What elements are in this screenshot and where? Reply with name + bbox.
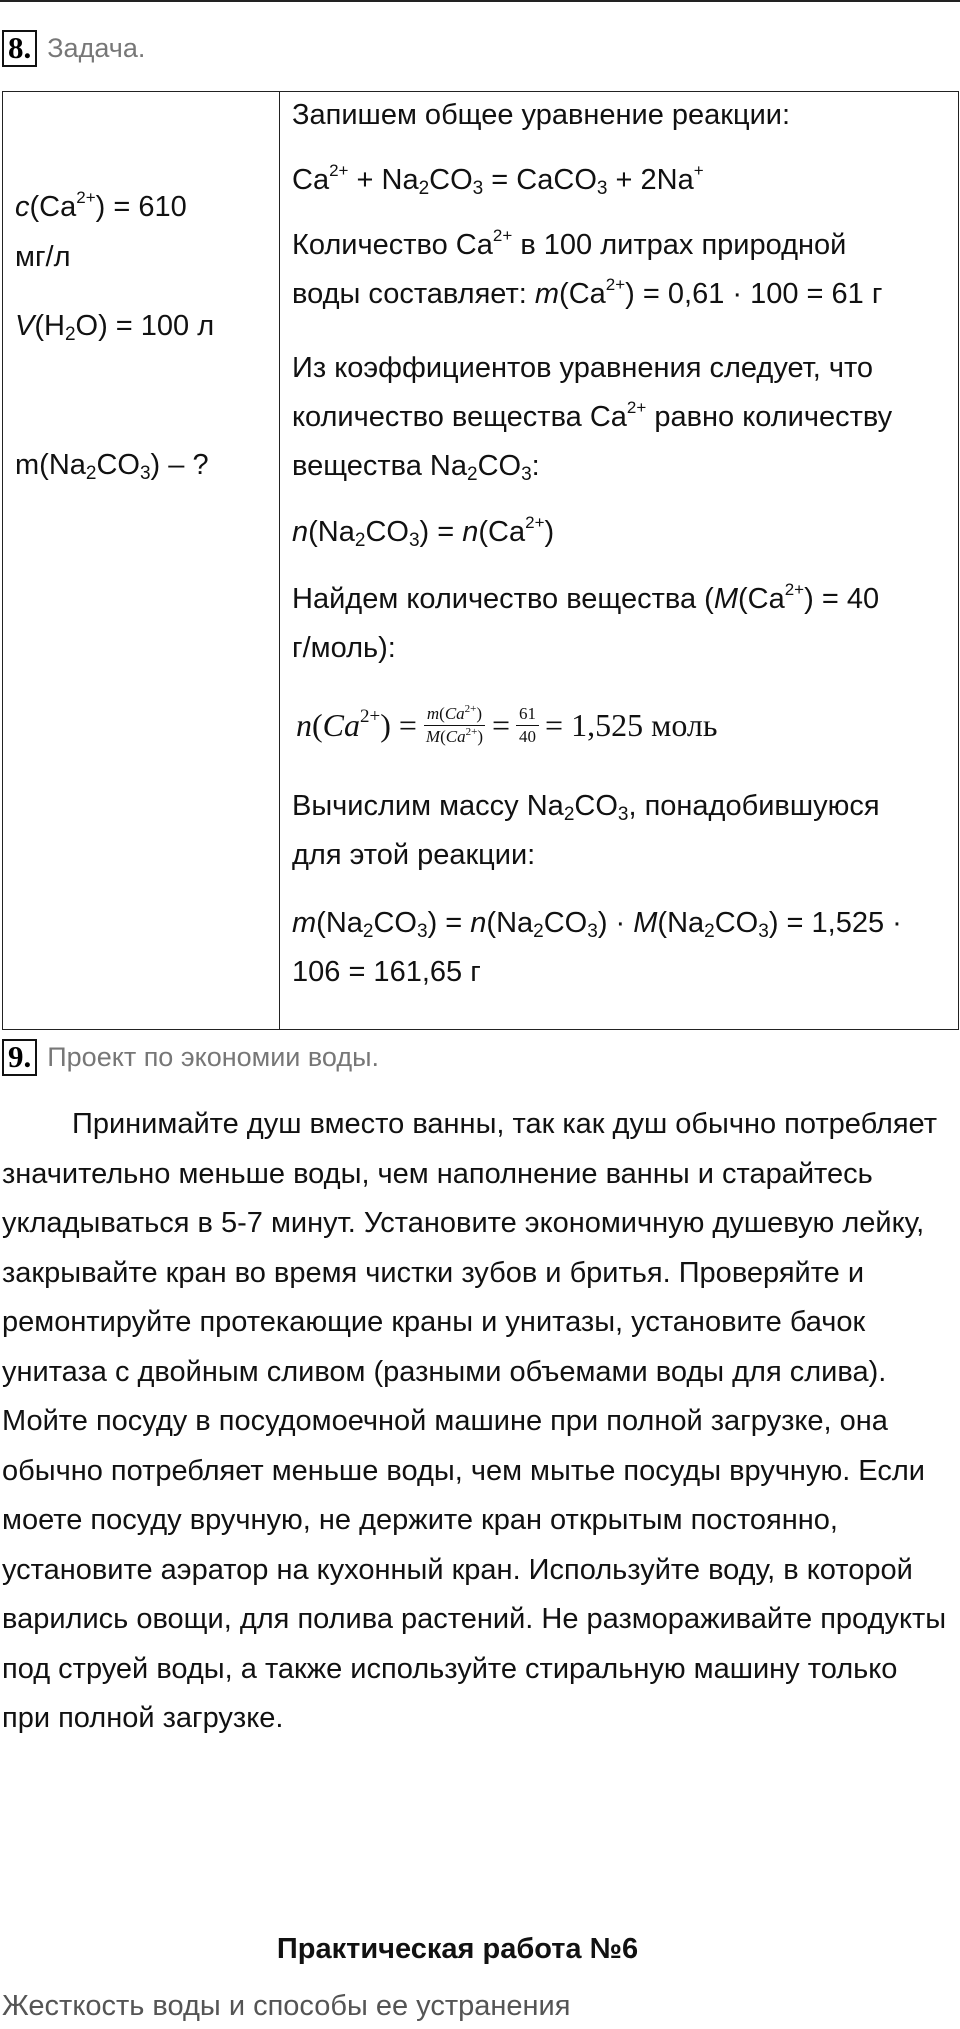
solution-line-10: Вычислим массу $Na_2CO_3$, понадобившуюся [292, 790, 880, 825]
task-8-header [2, 30, 145, 67]
top-rule [0, 0, 960, 2]
given-volume: $V(H_2O) = 100$ л [15, 310, 215, 345]
mole-equality: $n(Na_2CO_3) = n(Ca^{2+})$ [292, 513, 555, 551]
mass-equation: $m(Na_2CO_3) = n(Na_2CO_3) \cdot M(Na_2CO_3) = 1,525$ · [292, 907, 902, 942]
solution-line-9: г/моль): [292, 632, 396, 664]
mass-result: 106 = 161,65 г [292, 956, 481, 988]
solution-line-2: Количество $Ca^{2+}$ в 100 литрах природной [292, 226, 847, 261]
mole-formula: $n(Ca^{2+})$ = $\frac{m(Ca^{2+})}{M(Ca^{2+})}$ = $\frac{61}{40}$ = 1,525 моль [296, 703, 718, 746]
task-number: 8. [2, 30, 37, 67]
solution-column [280, 92, 959, 1030]
given-unknown: $m(Na_2CO_3)$ – ? [15, 449, 209, 484]
task-title: Задача. [47, 33, 146, 63]
solution-table [2, 91, 959, 1030]
solution-line-11: для этой реакции: [292, 839, 536, 871]
solution-line-8: Найдем количество вещества ($M(Ca^{2+}) = 40$ [292, 580, 880, 615]
solution-line-1: Запишем общее уравнение реакции: [292, 99, 791, 131]
task-title: Проект по экономии воды. [47, 1042, 380, 1072]
solution-line-4: Из коэффициентов уравнения следует, что [292, 352, 874, 384]
given-concentration-unit: мг/л [15, 241, 71, 273]
given-concentration: $c(Ca^{2+}) = 610$ [15, 188, 187, 223]
practical-work-title: Практическая работа №6 [276, 1933, 639, 1965]
solution-line-5: количество вещества $Ca^{2+}$ равно количеству [292, 398, 893, 433]
water-saving-paragraph: Принимайте душ вместо ванны, так как душ обычно потребляет значительно меньше воды, чем наполнение ванны и старайтесь укладываться в 5-7 минут. Установите экономичную душевую лейку, закрывайте кран во время чистки зубов и бритья. Проверяйте и ремонтируйте протекающие краны и унитазы, установите бачок унитаза с двойным сливом (разными объемами воды для слива). Мойте посуду в посудомоечной машине при полной загрузке, она обычно потребляет меньше воды, чем мытье посуды вручную. Если моете посуду вручную, не держите кран открытым постоянно, установите аэратор на кухонный кран. Используйте воду, в которой варились овощи, для полива растений. Не размораживайте продукты под струей воды, а также используйте стиральную машину только при полной загрузке. [2, 1108, 947, 1734]
practical-work-subtitle: Жесткость воды и способы ее устранения [2, 1990, 571, 2022]
task-number: 9. [2, 1039, 37, 1076]
solution-line-6: вещества $Na_2CO_3$: [292, 450, 540, 485]
reaction-equation: $Ca^{2+} + Na_2CO_3$ = CaCO$_3$ + 2Na+ [292, 161, 704, 199]
given-column [3, 92, 280, 1030]
solution-line-3: воды составляет: $m(Ca^{2+}) = 0,61 \cdot 100 = 61$ г [292, 275, 883, 310]
task-9-header [2, 1039, 379, 1076]
